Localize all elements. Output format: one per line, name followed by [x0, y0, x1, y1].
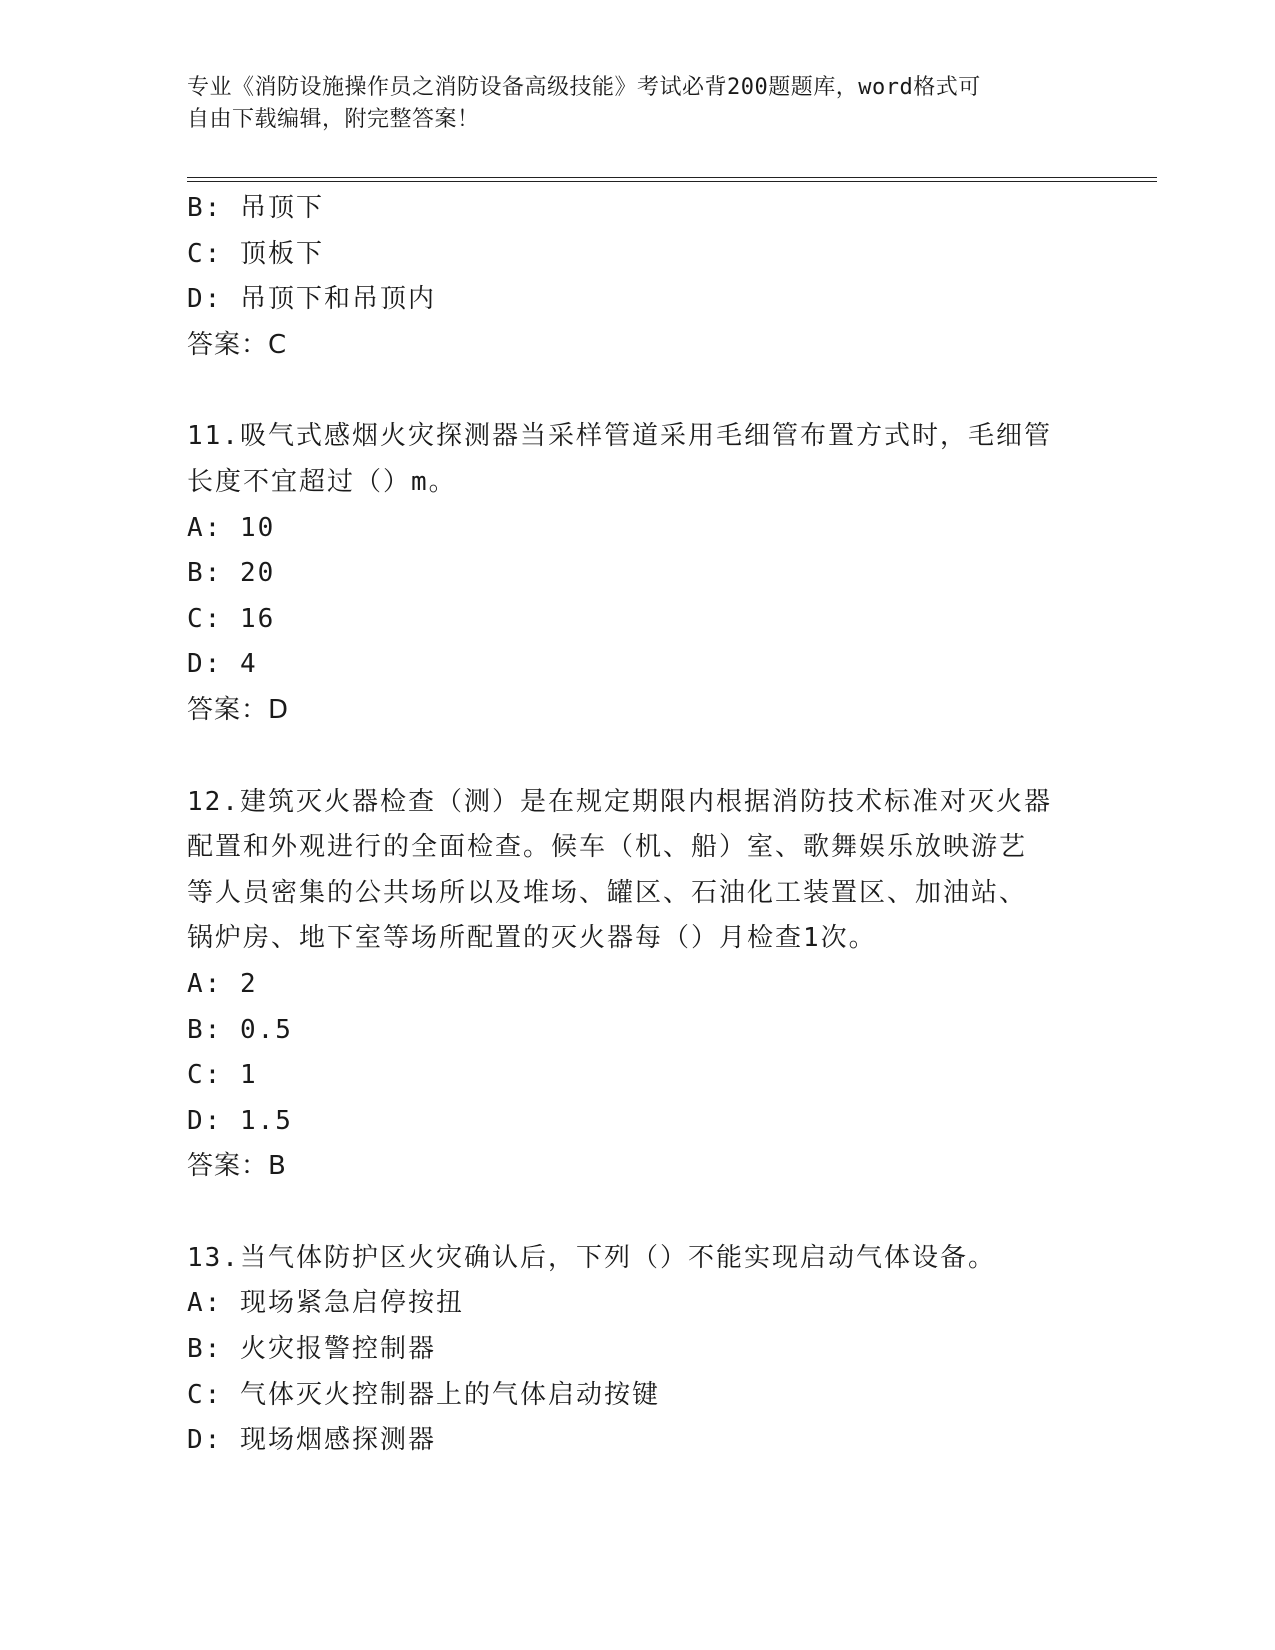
question-line: 13.当气体防护区火灾确认后，下列（）不能实现启动气体设备。 — [187, 1242, 996, 1273]
document-header — [187, 72, 1067, 136]
option-b: B: 火灾报警控制器 — [187, 1334, 436, 1365]
header-divider-bottom — [187, 181, 1157, 182]
header-line-1: 专业《消防设施操作员之消防设备高级技能》考试必背200题题库，word格式可 — [187, 75, 981, 100]
header-line-2: 自由下载编辑，附完整答案！ — [187, 107, 480, 132]
option-d: D: 1.5 — [187, 1105, 293, 1136]
option-a: A: 2 — [187, 968, 258, 999]
option-a: A: 现场紧急启停按扭 — [187, 1288, 464, 1319]
header-divider-top — [187, 177, 1157, 178]
option-d: D: 4 — [187, 649, 258, 680]
question-line: 12.建筑灭火器检查（测）是在规定期限内根据消防技术标准对灭火器 — [187, 786, 1052, 817]
question-line: 11.吸气式感烟火灾探测器当采样管道采用毛细管布置方式时，毛细管 — [187, 421, 1052, 452]
option-a: A: 10 — [187, 512, 276, 543]
option-c: C: 气体灭火控制器上的气体启动按键 — [187, 1379, 660, 1410]
question-line: 等人员密集的公共场所以及堆场、罐区、石油化工装置区、加油站、 — [187, 877, 1028, 908]
answer: 答案：D — [187, 694, 290, 725]
answer: 答案：B — [187, 1151, 287, 1182]
option-b: B: 吊顶下 — [187, 193, 324, 223]
option-d: D: 现场烟感探测器 — [187, 1425, 436, 1456]
question-13-text — [187, 1236, 1087, 1282]
option-d: D: 吊顶下和吊顶内 — [187, 284, 436, 315]
option-b: B: 0.5 — [187, 1014, 293, 1045]
option-c: C: 16 — [187, 603, 276, 634]
question-line: 锅炉房、地下室等场所配置的灭火器每（）月检查1次。 — [187, 923, 877, 954]
question-line: 长度不宜超过（）m。 — [187, 466, 457, 497]
option-b: B: 20 — [187, 558, 276, 589]
option-c: C: 1 — [187, 1060, 258, 1091]
question-line: 配置和外观进行的全面检查。候车（机、船）室、歌舞娱乐放映游艺 — [187, 832, 1028, 863]
option-c: C: 顶板下 — [187, 238, 324, 269]
answer: 答案：C — [187, 329, 288, 360]
question-12-text — [187, 780, 1087, 962]
question-11-text — [187, 414, 1087, 505]
question-list — [187, 186, 1087, 1464]
